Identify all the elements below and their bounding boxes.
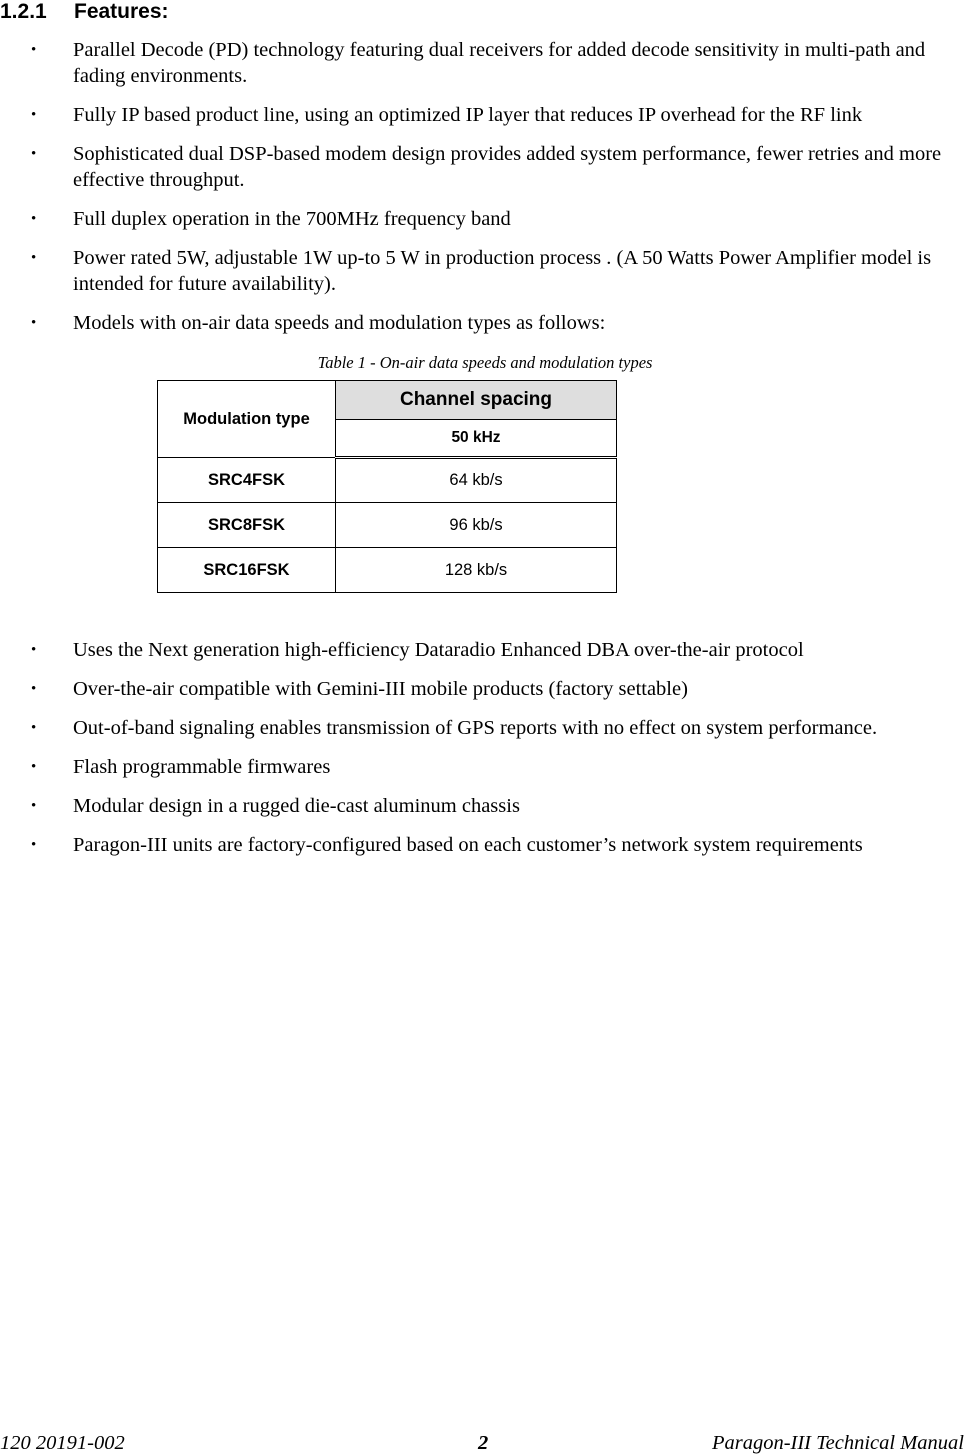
list-item-text: Full duplex operation in the 700MHz frequency band bbox=[73, 208, 511, 230]
rate-cell: 128 kb/s bbox=[336, 548, 617, 593]
channel-spacing-subheader: 50 kHz bbox=[336, 420, 617, 458]
bullet-icon: • bbox=[31, 642, 37, 658]
modulation-cell: SRC8FSK bbox=[158, 503, 336, 548]
list-item-text: Over-the-air compatible with Gemini-III mobile products (factory settable) bbox=[73, 678, 688, 700]
bullet-icon: • bbox=[31, 250, 37, 266]
list-item-text: Power rated 5W, adjustable 1W up-to 5 W in production process . (A 50 Watts Power Amplifier model is intended for future availability). bbox=[73, 247, 932, 295]
list-item-text: Fully IP based product line, using an optimized IP layer that reduces IP overhead for the RF link bbox=[73, 104, 863, 126]
channel-spacing-header: Channel spacing bbox=[336, 381, 617, 420]
features-list-top bbox=[0, 37, 970, 349]
list-item-text: Models with on-air data speeds and modulation types as follows: bbox=[73, 312, 606, 334]
modulation-cell: SRC16FSK bbox=[158, 548, 336, 593]
footer-page-number: 2 bbox=[478, 1432, 489, 1454]
bullet-icon: • bbox=[31, 211, 37, 227]
list-item bbox=[0, 715, 970, 741]
list-item-text: Parallel Decode (PD) technology featuring dual receivers for added decode sensitivity in multi-path and fading environments. bbox=[73, 39, 926, 87]
bullet-icon: • bbox=[31, 42, 37, 58]
bullet-icon: • bbox=[31, 798, 37, 814]
table-row bbox=[158, 503, 617, 548]
bullet-icon: • bbox=[31, 720, 37, 736]
section-number: 1.2.1 bbox=[0, 0, 47, 23]
list-item bbox=[0, 754, 970, 780]
rate-cell: 64 kb/s bbox=[336, 458, 617, 503]
list-item bbox=[0, 102, 970, 128]
list-item-text: Flash programmable firmwares bbox=[73, 756, 331, 778]
list-item bbox=[0, 37, 970, 89]
bullet-icon: • bbox=[31, 837, 37, 853]
list-item bbox=[0, 676, 970, 702]
footer-manual-title: Paragon-III Technical Manual bbox=[711, 1432, 964, 1454]
list-item-text: Sophisticated dual DSP-based modem design provides added system performance, fewer retries and more effective throughput. bbox=[73, 143, 942, 191]
bullet-icon: • bbox=[31, 315, 37, 331]
section-title: Features: bbox=[74, 0, 169, 23]
bullet-icon: • bbox=[31, 681, 37, 697]
table-caption: Table 1 - On-air data speeds and modulation types bbox=[317, 353, 653, 372]
list-item-text: Modular design in a rugged die-cast aluminum chassis bbox=[73, 795, 520, 817]
list-item bbox=[0, 832, 970, 858]
bullet-icon: • bbox=[31, 107, 37, 123]
list-item bbox=[0, 141, 970, 193]
table-row bbox=[158, 458, 617, 503]
data-speeds-table bbox=[157, 380, 617, 593]
list-item bbox=[0, 310, 970, 336]
list-item bbox=[0, 793, 970, 819]
footer-doc-number: 120 20191-002 bbox=[0, 1432, 125, 1454]
bullet-icon: • bbox=[31, 759, 37, 775]
list-item bbox=[0, 245, 970, 297]
table-header-row bbox=[158, 381, 617, 420]
list-item-text: Uses the Next generation high-efficiency Dataradio Enhanced DBA over-the-air protocol bbox=[73, 639, 804, 661]
list-item bbox=[0, 637, 970, 663]
rate-cell: 96 kb/s bbox=[336, 503, 617, 548]
list-item-text: Paragon-III units are factory-configured based on each customer’s network system requirements bbox=[73, 834, 863, 856]
modulation-type-header: Modulation type bbox=[158, 381, 336, 458]
section-heading bbox=[0, 0, 169, 24]
table-row bbox=[158, 548, 617, 593]
bullet-icon: • bbox=[31, 146, 37, 162]
modulation-cell: SRC4FSK bbox=[158, 458, 336, 503]
list-item-text: Out-of-band signaling enables transmission of GPS reports with no effect on system performance. bbox=[73, 717, 878, 739]
features-list-bottom bbox=[0, 637, 970, 871]
list-item bbox=[0, 206, 970, 232]
